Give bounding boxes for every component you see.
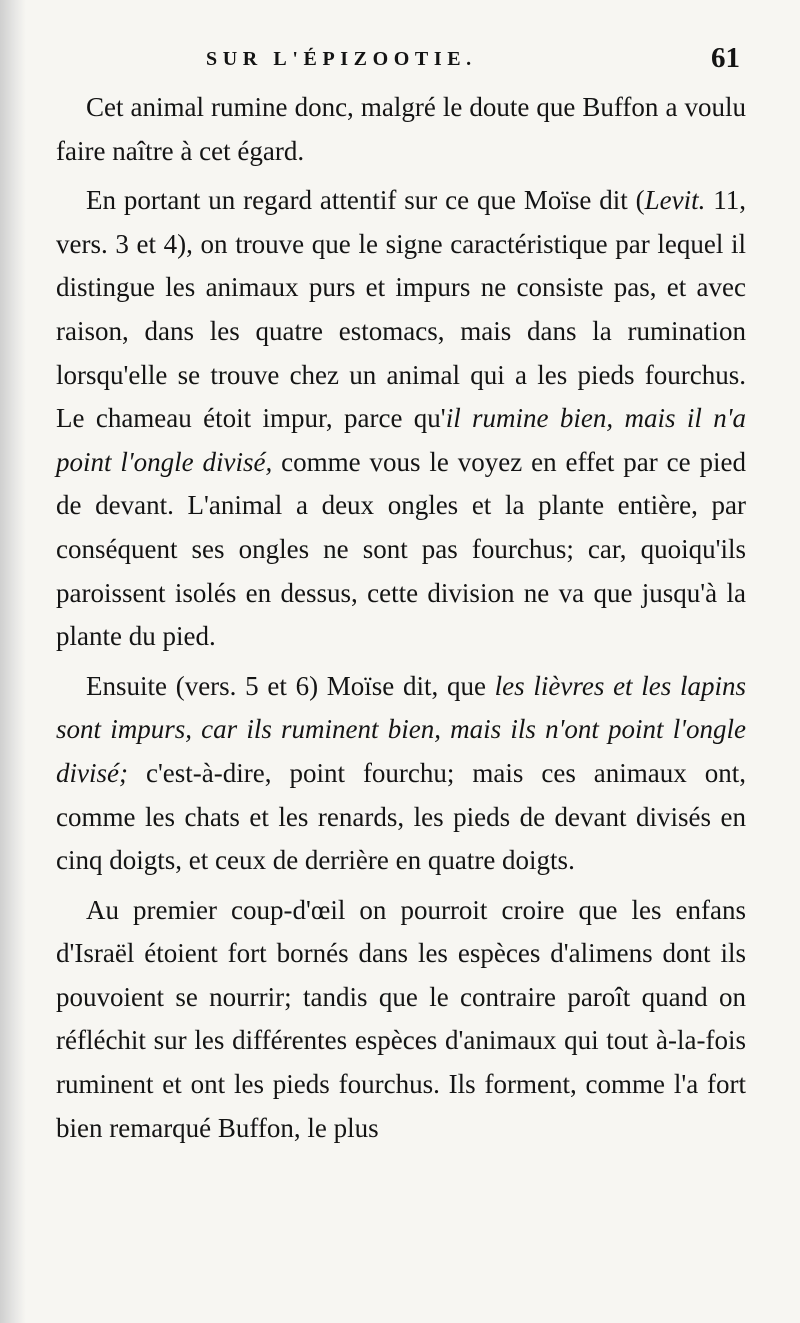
page-gutter-shadow [0,0,26,1323]
paragraph-1 [56,86,746,173]
text-run: 11, vers. 3 et 4), on trouve que le signe caractéristique par lequel il distingue les animaux purs et impurs ne consiste pas, et avec raison, dans les quatre estomacs, mais dans la rumination lorsqu'elle se trouve chez un animal qui a les pieds fourchus. Le chameau étoit impur, parce qu' [56,185,746,434]
italic-text-run: les lièvres et les lapins sont impurs, car ils ruminent bien, mais ils n'ont point l'ongle divisé; [56,670,746,788]
paragraph-2 [56,179,746,659]
page-number: 61 [711,42,740,74]
body-text [56,86,746,1150]
running-head: SUR L'ÉPIZOOTIE. [206,48,477,70]
text-run: Cet animal rumine donc, malgré le doute que Buffon a voulu faire naître à cet égard. [56,92,746,166]
text-run: Ensuite (vers. 5 et 6) Moïse dit, que [86,670,495,701]
italic-text-run: Levit. [644,185,706,216]
text-run: c'est-à-dire, point fourchu; mais ces animaux ont, comme les chats et les renards, les pieds de devant divisés en cinq doigts, et ceux de derrière en quatre doigts. [56,757,746,876]
page-header [0,42,800,82]
text-run: Au premier coup-d'œil on pourroit croire que les enfans d'Israël étoient fort bornés dans les espèces d'alimens dont ils pouvoient se nourrir; tandis que le contraire paroît quand on réfléchit sur les différentes espèces d'animaux qui tout à-la-fois ruminent et ont les pieds fourchus. Ils forment, comme l'a fort bien remarqué Buffon, le plus [56,894,746,1143]
paragraph-4 [56,889,746,1151]
italic-text-run: il rumine bien, mais il n'a point l'ongle divisé, [56,403,747,477]
text-run: comme vous le voyez en effet par ce pied de devant. L'animal a deux ongles et la plante entière, par conséquent ses ongles ne sont pas fourchus; car, quoiqu'ils paroissent isolés en dessus, cette division ne va que jusqu'à la plante du pied. [56,446,746,652]
paragraph-3 [56,665,746,883]
text-run: En portant un regard attentif sur ce que Moïse dit ( [86,185,645,216]
